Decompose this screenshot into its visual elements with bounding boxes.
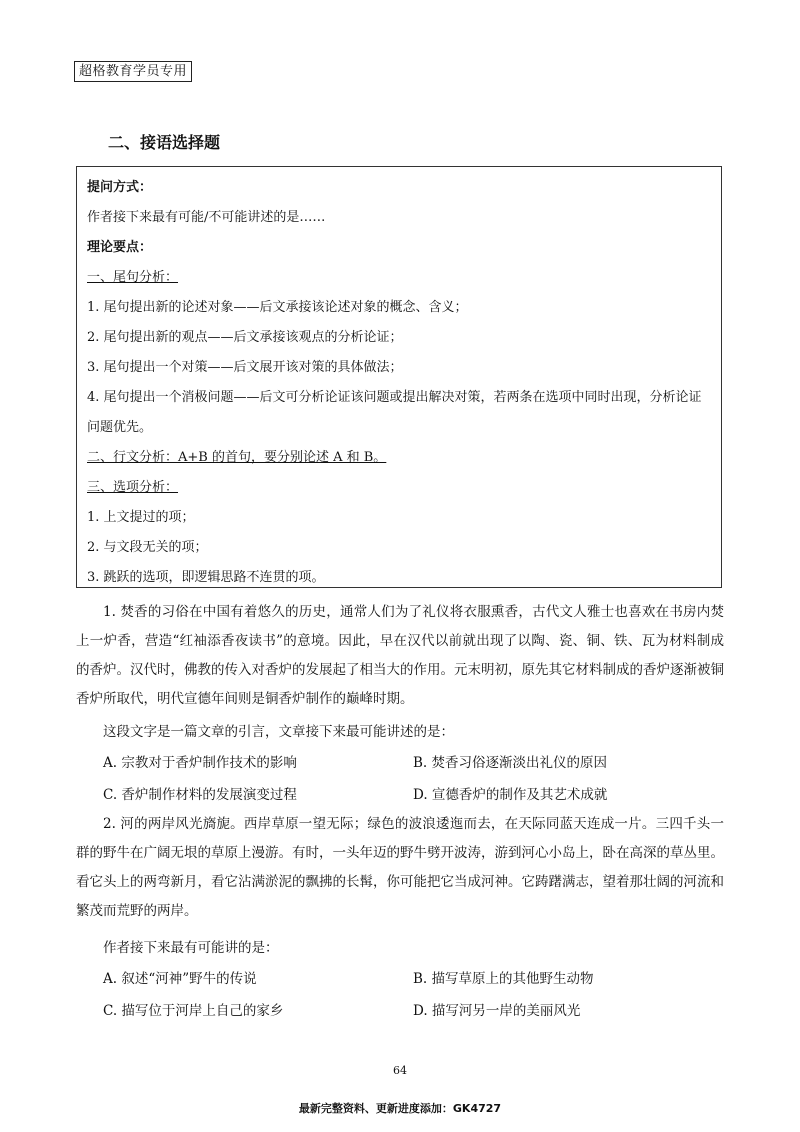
q1-option-a[interactable]: A. 宗教对于香炉制作技术的影响	[103, 755, 297, 771]
q2-option-a[interactable]: A. 叙述“河神”野牛的传说	[103, 971, 257, 987]
option-analysis-heading: 三、选项分析：	[87, 480, 179, 495]
page-number: 64	[393, 1064, 407, 1077]
tail-analysis-heading: 一、尾句分析：	[87, 270, 179, 285]
q2-passage: 2. 河的两岸风光旖旎。西岸草原一望无际；绿色的波浪逶迤而去，在天际同蓝天连成一片。三四千头一群的野牛在广阔无垠的草原上漫游。有时，一头年迈的野牛劈开波涛，游到河心小岛上，卧在高深的草丛里。看它头上的两弯新月，看它沾满淤泥的飘拂的长髯，你可能把它当成河神。它踌躇满志，望着那壮阔的河流和繁茂而荒野的两岸。	[76, 816, 724, 919]
tail-analysis-item: 1. 尾句提出新的论述对象——后文承接该论述对象的概念、含义；	[87, 300, 468, 315]
points-heading: 理论要点：	[87, 240, 153, 255]
ask-heading: 提问方式：	[87, 180, 153, 195]
q2-option-d[interactable]: D. 描写河另一岸的美丽风光	[413, 1003, 581, 1019]
theory-box	[76, 166, 722, 588]
q1-option-b[interactable]: B. 焚香习俗逐渐淡出礼仪的原因	[413, 755, 608, 771]
tail-analysis-item: 4. 尾句提出一个消极问题——后文可分析论证该问题或提出解决对策，若两条在选项中同时出现，分析论证问题优先。	[87, 390, 702, 435]
option-analysis-item: 1. 上文提过的项；	[87, 510, 195, 525]
option-analysis-item: 2. 与文段无关的项；	[87, 540, 208, 555]
header-tag: 超格教育学员专用	[74, 61, 192, 82]
question-1	[76, 598, 724, 811]
q2-question: 作者接下来最有可能讲的是：	[103, 940, 279, 956]
q1-option-c[interactable]: C. 香炉制作材料的发展演变过程	[103, 787, 297, 803]
q1-option-d[interactable]: D. 宣德香炉的制作及其艺术成就	[413, 787, 608, 803]
q1-question: 这段文字是一篇文章的引言，文章接下来最可能讲述的是：	[103, 724, 454, 740]
q2-option-c[interactable]: C. 描写位于河岸上自己的家乡	[103, 1003, 284, 1019]
tail-analysis-item: 3. 尾句提出一个对策——后文展开该对策的具体做法；	[87, 360, 403, 375]
option-analysis-item: 3. 跳跃的选项，即逻辑思路不连贯的项。	[87, 570, 325, 585]
question-2	[76, 810, 724, 1027]
footer-note: 最新完整资料、更新进度添加：GK4727	[298, 1102, 502, 1115]
q1-passage: 1. 焚香的习俗在中国有着悠久的历史，通常人们为了礼仪将衣服熏香，古代文人雅士也喜欢在书房内焚上一炉香，营造“红袖添香夜读书”的意境。因此，早在汉代以前就出现了以陶、瓷、铜、铁、瓦为材料制成的香炉。汉代时，佛教的传入对香炉的发展起了相当大的作用。元末明初，原先其它材料制成的香炉逐渐被铜香炉所取代，明代宣德年间则是铜香炉制作的巅峰时期。	[76, 604, 724, 707]
q1-options	[103, 747, 724, 811]
structure-analysis-heading: 二、行文分析：A+B 的首句，要分别论述 A 和 B。	[87, 450, 387, 465]
tail-analysis-item: 2. 尾句提出新的观点——后文承接该观点的分析论证；	[87, 330, 403, 345]
q2-options	[103, 963, 724, 1027]
ask-text: 作者接下来最有可能/不可能讲述的是……	[87, 210, 326, 225]
section-title: 二、接语选择题	[108, 133, 221, 152]
q2-option-b[interactable]: B. 描写草原上的其他野生动物	[413, 971, 594, 987]
